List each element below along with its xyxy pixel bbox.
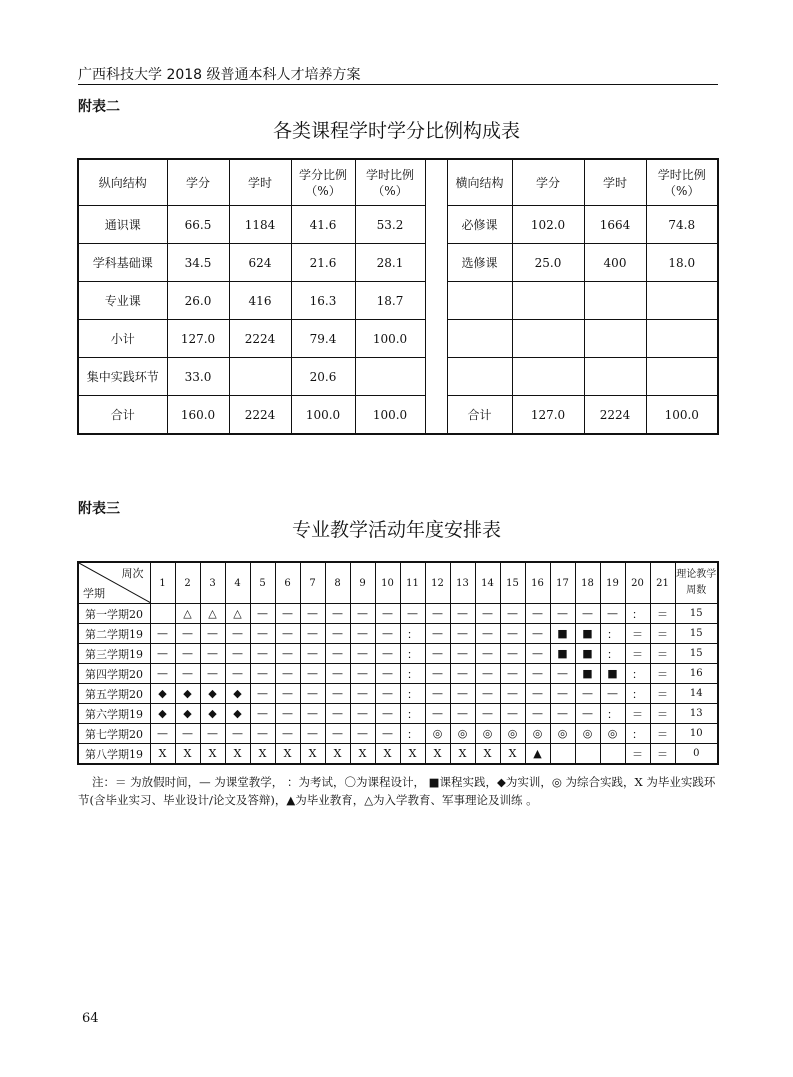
- week-number: 11: [400, 562, 425, 604]
- table-cell: 20.6: [291, 358, 355, 396]
- schedule-cell: ◆: [225, 684, 250, 704]
- schedule-cell: —: [575, 684, 600, 704]
- schedule-cell: X: [250, 744, 275, 765]
- schedule-cell: —: [375, 624, 400, 644]
- week-number: 8: [325, 562, 350, 604]
- schedule-cell: —: [475, 624, 500, 644]
- semester-label: 第四学期20: [78, 664, 150, 684]
- table-cell: 624: [229, 244, 291, 282]
- schedule-cell: —: [275, 644, 300, 664]
- credit-table-row: [78, 282, 718, 320]
- schedule-cell: [575, 744, 600, 765]
- table-cell: 小计: [78, 320, 167, 358]
- week-number: 5: [250, 562, 275, 604]
- schedule-cell: —: [450, 644, 475, 664]
- schedule-row: [78, 644, 718, 664]
- schedule-cell: ◎: [475, 724, 500, 744]
- schedule-cell: —: [350, 664, 375, 684]
- schedule-cell: —: [275, 604, 300, 624]
- semester-label: 第六学期19: [78, 704, 150, 724]
- schedule-cell: X: [200, 744, 225, 765]
- schedule-cell: ■: [575, 664, 600, 684]
- table-cell: 必修课: [447, 206, 512, 244]
- schedule-cell: —: [250, 684, 275, 704]
- table-cell: 合计: [78, 396, 167, 435]
- credit-table-row: [78, 358, 718, 396]
- schedule-cell: —: [325, 644, 350, 664]
- schedule-cell: —: [450, 664, 475, 684]
- schedule-cell: X: [325, 744, 350, 765]
- schedule-cell: —: [150, 664, 175, 684]
- table-cell: [229, 358, 291, 396]
- schedule-cell: —: [325, 664, 350, 684]
- schedule-cell: X: [175, 744, 200, 765]
- credit-table-row: [78, 320, 718, 358]
- table-cell: 74.8: [646, 206, 718, 244]
- schedule-cell: —: [475, 684, 500, 704]
- theory-weeks-count: 10: [675, 724, 718, 744]
- schedule-cell: —: [325, 624, 350, 644]
- schedule-cell: —: [500, 684, 525, 704]
- schedule-cell: △: [200, 604, 225, 624]
- table-cell: 25.0: [512, 244, 584, 282]
- week-number: 21: [650, 562, 675, 604]
- table-cell: 1184: [229, 206, 291, 244]
- schedule-cell: —: [525, 704, 550, 724]
- appendix2-label: 附表二: [78, 99, 120, 115]
- credit-table-row: [78, 206, 718, 244]
- table-cell: [584, 320, 646, 358]
- schedule-cell: ：: [600, 704, 625, 724]
- schedule-cell: —: [500, 604, 525, 624]
- schedule-cell: —: [250, 704, 275, 724]
- semester-label: 第五学期20: [78, 684, 150, 704]
- schedule-cell: —: [175, 664, 200, 684]
- schedule-cell: ＝: [650, 724, 675, 744]
- schedule-row: [78, 684, 718, 704]
- schedule-cell: ＝: [650, 684, 675, 704]
- week-number: 6: [275, 562, 300, 604]
- schedule-cell: —: [425, 664, 450, 684]
- schedule-cell: —: [450, 704, 475, 724]
- schedule-cell: —: [275, 724, 300, 744]
- schedule-cell: ＝: [625, 624, 650, 644]
- schedule-header-row: [78, 562, 718, 604]
- semester-label: 第二学期19: [78, 624, 150, 644]
- schedule-cell: —: [525, 644, 550, 664]
- schedule-cell: ：: [625, 604, 650, 624]
- schedule-cell: —: [275, 664, 300, 684]
- schedule-cell: ＝: [650, 704, 675, 724]
- schedule-cell: —: [375, 644, 400, 664]
- schedule-cell: —: [525, 624, 550, 644]
- schedule-cell: —: [475, 604, 500, 624]
- semester-label: 第三学期19: [78, 644, 150, 664]
- schedule-cell: △: [225, 604, 250, 624]
- schedule-cell: ■: [550, 644, 575, 664]
- table-cell: [646, 320, 718, 358]
- table-cell: [447, 320, 512, 358]
- schedule-cell: —: [150, 644, 175, 664]
- schedule-cell: —: [350, 724, 375, 744]
- schedule-cell: ◎: [425, 724, 450, 744]
- schedule-cell: —: [150, 624, 175, 644]
- schedule-cell: X: [450, 744, 475, 765]
- table-cell: 通识课: [78, 206, 167, 244]
- schedule-cell: —: [225, 664, 250, 684]
- schedule-table: [77, 561, 719, 765]
- schedule-cell: —: [300, 604, 325, 624]
- table-cell: 102.0: [512, 206, 584, 244]
- schedule-row: [78, 744, 718, 765]
- schedule-cell: —: [250, 724, 275, 744]
- schedule-cell: ◎: [600, 724, 625, 744]
- semester-label: 第八学期19: [78, 744, 150, 765]
- schedule-cell: X: [350, 744, 375, 765]
- schedule-cell: —: [250, 644, 275, 664]
- week-number: 16: [525, 562, 550, 604]
- column-header: 纵向结构: [78, 159, 167, 206]
- schedule-cell: —: [350, 704, 375, 724]
- table-cell: [646, 282, 718, 320]
- schedule-cell: ：: [400, 724, 425, 744]
- schedule-cell: —: [275, 624, 300, 644]
- table-cell: 18.7: [355, 282, 425, 320]
- table-cell: 26.0: [167, 282, 229, 320]
- week-number: 3: [200, 562, 225, 604]
- table-cell: [355, 358, 425, 396]
- schedule-cell: —: [350, 644, 375, 664]
- schedule-cell: ：: [400, 664, 425, 684]
- schedule-cell: —: [300, 664, 325, 684]
- credit-table-row: [78, 244, 718, 282]
- schedule-cell: —: [325, 724, 350, 744]
- table-cell: 100.0: [291, 396, 355, 435]
- schedule-cell: —: [175, 624, 200, 644]
- schedule-cell: —: [525, 604, 550, 624]
- week-number: 19: [600, 562, 625, 604]
- table-cell: 1664: [584, 206, 646, 244]
- schedule-cell: ＝: [625, 704, 650, 724]
- column-header: 学时: [229, 159, 291, 206]
- table-cell: 100.0: [646, 396, 718, 435]
- table-cell: 18.0: [646, 244, 718, 282]
- table-cell: [584, 358, 646, 396]
- semester-label: 第七学期20: [78, 724, 150, 744]
- schedule-cell: ＝: [650, 744, 675, 765]
- schedule-legend-note: 注：＝ 为放假时间，— 为课堂教学， ：为考试，〇为课程设计， ■课程实践，◆为实训，◎ 为综合实践，X 为毕业实践环节(含毕业实习、毕业设计/论文及答辩)，▲为毕业教育，△为入学教育、军事理论及训练 。: [78, 775, 716, 807]
- schedule-cell: —: [225, 624, 250, 644]
- schedule-cell: —: [225, 644, 250, 664]
- schedule-cell: —: [200, 644, 225, 664]
- table-cell: 学科基础课: [78, 244, 167, 282]
- schedule-row: [78, 604, 718, 624]
- column-header: 横向结构: [447, 159, 512, 206]
- schedule-cell: [150, 604, 175, 624]
- schedule-cell: —: [175, 644, 200, 664]
- credit-hours-table: [77, 158, 719, 435]
- schedule-cell: —: [325, 704, 350, 724]
- schedule-cell: —: [200, 724, 225, 744]
- schedule-cell: ◆: [175, 704, 200, 724]
- schedule-cell: —: [525, 664, 550, 684]
- schedule-cell: △: [175, 604, 200, 624]
- column-header: 学分: [512, 159, 584, 206]
- schedule-cell: —: [300, 624, 325, 644]
- schedule-cell: —: [250, 604, 275, 624]
- theory-weeks-count: 15: [675, 644, 718, 664]
- week-number: 10: [375, 562, 400, 604]
- table-cell: 66.5: [167, 206, 229, 244]
- semester-label: 第一学期20: [78, 604, 150, 624]
- schedule-cell: —: [200, 664, 225, 684]
- column-header: 学分比例（%）: [291, 159, 355, 206]
- schedule-cell: ＝: [650, 604, 675, 624]
- table-cell: 53.2: [355, 206, 425, 244]
- table-cell: [512, 358, 584, 396]
- column-header: 学时比例（%）: [355, 159, 425, 206]
- schedule-cell: X: [475, 744, 500, 765]
- schedule-cell: ◎: [500, 724, 525, 744]
- schedule-cell: X: [400, 744, 425, 765]
- credit-table-row: [78, 396, 718, 435]
- schedule-cell: —: [300, 724, 325, 744]
- week-number: 17: [550, 562, 575, 604]
- week-number: 9: [350, 562, 375, 604]
- appendix2-title: 各类课程学时学分比例构成表: [272, 120, 520, 142]
- table-cell: 34.5: [167, 244, 229, 282]
- schedule-cell: —: [300, 684, 325, 704]
- schedule-cell: ■: [600, 664, 625, 684]
- corner-week-label: 周次: [121, 567, 144, 580]
- week-number: 2: [175, 562, 200, 604]
- schedule-cell: —: [475, 704, 500, 724]
- table-cell: 33.0: [167, 358, 229, 396]
- table-cell: 合计: [447, 396, 512, 435]
- schedule-cell: X: [375, 744, 400, 765]
- column-gap: [425, 159, 447, 434]
- schedule-cell: —: [550, 664, 575, 684]
- theory-weeks-count: 0: [675, 744, 718, 765]
- schedule-cell: —: [500, 644, 525, 664]
- schedule-cell: X: [300, 744, 325, 765]
- schedule-cell: —: [475, 664, 500, 684]
- schedule-cell: —: [325, 604, 350, 624]
- week-number: 15: [500, 562, 525, 604]
- schedule-cell: ：: [400, 644, 425, 664]
- schedule-cell: ■: [550, 624, 575, 644]
- table-cell: 2224: [584, 396, 646, 435]
- table-cell: 专业课: [78, 282, 167, 320]
- table-cell: 41.6: [291, 206, 355, 244]
- schedule-cell: —: [375, 684, 400, 704]
- schedule-cell: ＝: [650, 644, 675, 664]
- schedule-cell: —: [600, 684, 625, 704]
- table-cell: [584, 282, 646, 320]
- schedule-cell: ◎: [525, 724, 550, 744]
- schedule-cell: —: [375, 604, 400, 624]
- week-number: 7: [300, 562, 325, 604]
- theory-weeks-count: 16: [675, 664, 718, 684]
- column-header: 学分: [167, 159, 229, 206]
- schedule-cell: ◎: [575, 724, 600, 744]
- table-cell: 100.0: [355, 396, 425, 435]
- schedule-cell: —: [550, 684, 575, 704]
- schedule-cell: —: [250, 664, 275, 684]
- schedule-cell: ：: [625, 684, 650, 704]
- theory-weeks-header: 理论教学周数: [675, 562, 718, 604]
- schedule-cell: —: [425, 684, 450, 704]
- page-number: 64: [82, 1011, 99, 1026]
- column-header: 学时比例（%）: [646, 159, 718, 206]
- table-cell: 160.0: [167, 396, 229, 435]
- schedule-cell: —: [600, 604, 625, 624]
- schedule-row: [78, 664, 718, 684]
- schedule-cell: —: [500, 624, 525, 644]
- table-cell: 400: [584, 244, 646, 282]
- schedule-cell: ◆: [200, 684, 225, 704]
- schedule-cell: —: [525, 684, 550, 704]
- table-cell: 选修课: [447, 244, 512, 282]
- schedule-cell: —: [400, 604, 425, 624]
- table-cell: 21.6: [291, 244, 355, 282]
- schedule-cell: X: [425, 744, 450, 765]
- table-cell: 2224: [229, 396, 291, 435]
- schedule-cell: —: [350, 684, 375, 704]
- schedule-cell: —: [425, 624, 450, 644]
- week-semester-corner: [78, 562, 150, 604]
- table-cell: [646, 358, 718, 396]
- schedule-cell: ■: [575, 644, 600, 664]
- schedule-cell: ◎: [450, 724, 475, 744]
- schedule-cell: —: [350, 604, 375, 624]
- week-number: 20: [625, 562, 650, 604]
- schedule-cell: ◆: [225, 704, 250, 724]
- schedule-cell: ◆: [200, 704, 225, 724]
- schedule-row: [78, 624, 718, 644]
- schedule-cell: —: [375, 724, 400, 744]
- schedule-cell: [550, 744, 575, 765]
- schedule-cell: X: [150, 744, 175, 765]
- schedule-cell: —: [200, 624, 225, 644]
- schedule-cell: —: [475, 644, 500, 664]
- schedule-cell: ＝: [625, 744, 650, 765]
- table-cell: 28.1: [355, 244, 425, 282]
- schedule-row: [78, 704, 718, 724]
- week-number: 1: [150, 562, 175, 604]
- schedule-cell: X: [500, 744, 525, 765]
- table-cell: [512, 320, 584, 358]
- week-number: 18: [575, 562, 600, 604]
- schedule-cell: ■: [575, 624, 600, 644]
- appendix3-title: 专业教学活动年度安排表: [291, 519, 501, 541]
- appendix3-label: 附表三: [78, 501, 120, 517]
- table-cell: 2224: [229, 320, 291, 358]
- schedule-cell: —: [575, 604, 600, 624]
- schedule-cell: —: [300, 704, 325, 724]
- credit-table-header-row: [78, 159, 718, 206]
- week-number: 4: [225, 562, 250, 604]
- schedule-cell: —: [425, 604, 450, 624]
- schedule-cell: ＝: [650, 624, 675, 644]
- week-number: 12: [425, 562, 450, 604]
- column-header: 学时: [584, 159, 646, 206]
- table-cell: 79.4: [291, 320, 355, 358]
- table-cell: 127.0: [512, 396, 584, 435]
- document-header: 广西科技大学 2018 级普通本科人才培养方案: [78, 67, 361, 83]
- schedule-cell: X: [225, 744, 250, 765]
- schedule-cell: —: [575, 704, 600, 724]
- table-cell: 416: [229, 282, 291, 320]
- schedule-cell: ◆: [175, 684, 200, 704]
- schedule-cell: —: [375, 704, 400, 724]
- week-number: 14: [475, 562, 500, 604]
- table-cell: [447, 358, 512, 396]
- table-cell: [447, 282, 512, 320]
- theory-weeks-count: 13: [675, 704, 718, 724]
- schedule-cell: —: [450, 624, 475, 644]
- schedule-cell: —: [425, 644, 450, 664]
- table-cell: 127.0: [167, 320, 229, 358]
- schedule-cell: ◎: [550, 724, 575, 744]
- schedule-cell: ：: [600, 644, 625, 664]
- schedule-cell: —: [350, 624, 375, 644]
- schedule-cell: —: [375, 664, 400, 684]
- schedule-cell: ：: [400, 624, 425, 644]
- schedule-cell: [600, 744, 625, 765]
- schedule-cell: —: [275, 684, 300, 704]
- table-cell: 100.0: [355, 320, 425, 358]
- schedule-cell: —: [425, 704, 450, 724]
- schedule-cell: X: [275, 744, 300, 765]
- schedule-cell: ：: [600, 624, 625, 644]
- schedule-cell: —: [550, 704, 575, 724]
- table-cell: 集中实践环节: [78, 358, 167, 396]
- schedule-cell: —: [450, 604, 475, 624]
- schedule-cell: ：: [625, 724, 650, 744]
- theory-weeks-count: 14: [675, 684, 718, 704]
- schedule-cell: ：: [400, 704, 425, 724]
- schedule-cell: —: [175, 724, 200, 744]
- corner-semester-label: 学期: [83, 587, 105, 600]
- schedule-cell: —: [500, 704, 525, 724]
- schedule-cell: ：: [400, 684, 425, 704]
- schedule-cell: —: [250, 624, 275, 644]
- schedule-row: [78, 724, 718, 744]
- schedule-cell: —: [500, 664, 525, 684]
- schedule-cell: ＝: [650, 664, 675, 684]
- schedule-cell: —: [550, 604, 575, 624]
- theory-weeks-count: 15: [675, 604, 718, 624]
- schedule-cell: —: [275, 704, 300, 724]
- week-number: 13: [450, 562, 475, 604]
- schedule-cell: ◆: [150, 684, 175, 704]
- schedule-cell: ＝: [625, 644, 650, 664]
- schedule-cell: —: [325, 684, 350, 704]
- schedule-cell: —: [300, 644, 325, 664]
- header-rule: [78, 84, 718, 85]
- schedule-cell: ◆: [150, 704, 175, 724]
- theory-weeks-count: 15: [675, 624, 718, 644]
- table-cell: 16.3: [291, 282, 355, 320]
- schedule-cell: —: [150, 724, 175, 744]
- table-cell: [512, 282, 584, 320]
- schedule-cell: ▲: [525, 744, 550, 765]
- schedule-cell: —: [450, 684, 475, 704]
- schedule-cell: —: [225, 724, 250, 744]
- schedule-cell: ：: [625, 664, 650, 684]
